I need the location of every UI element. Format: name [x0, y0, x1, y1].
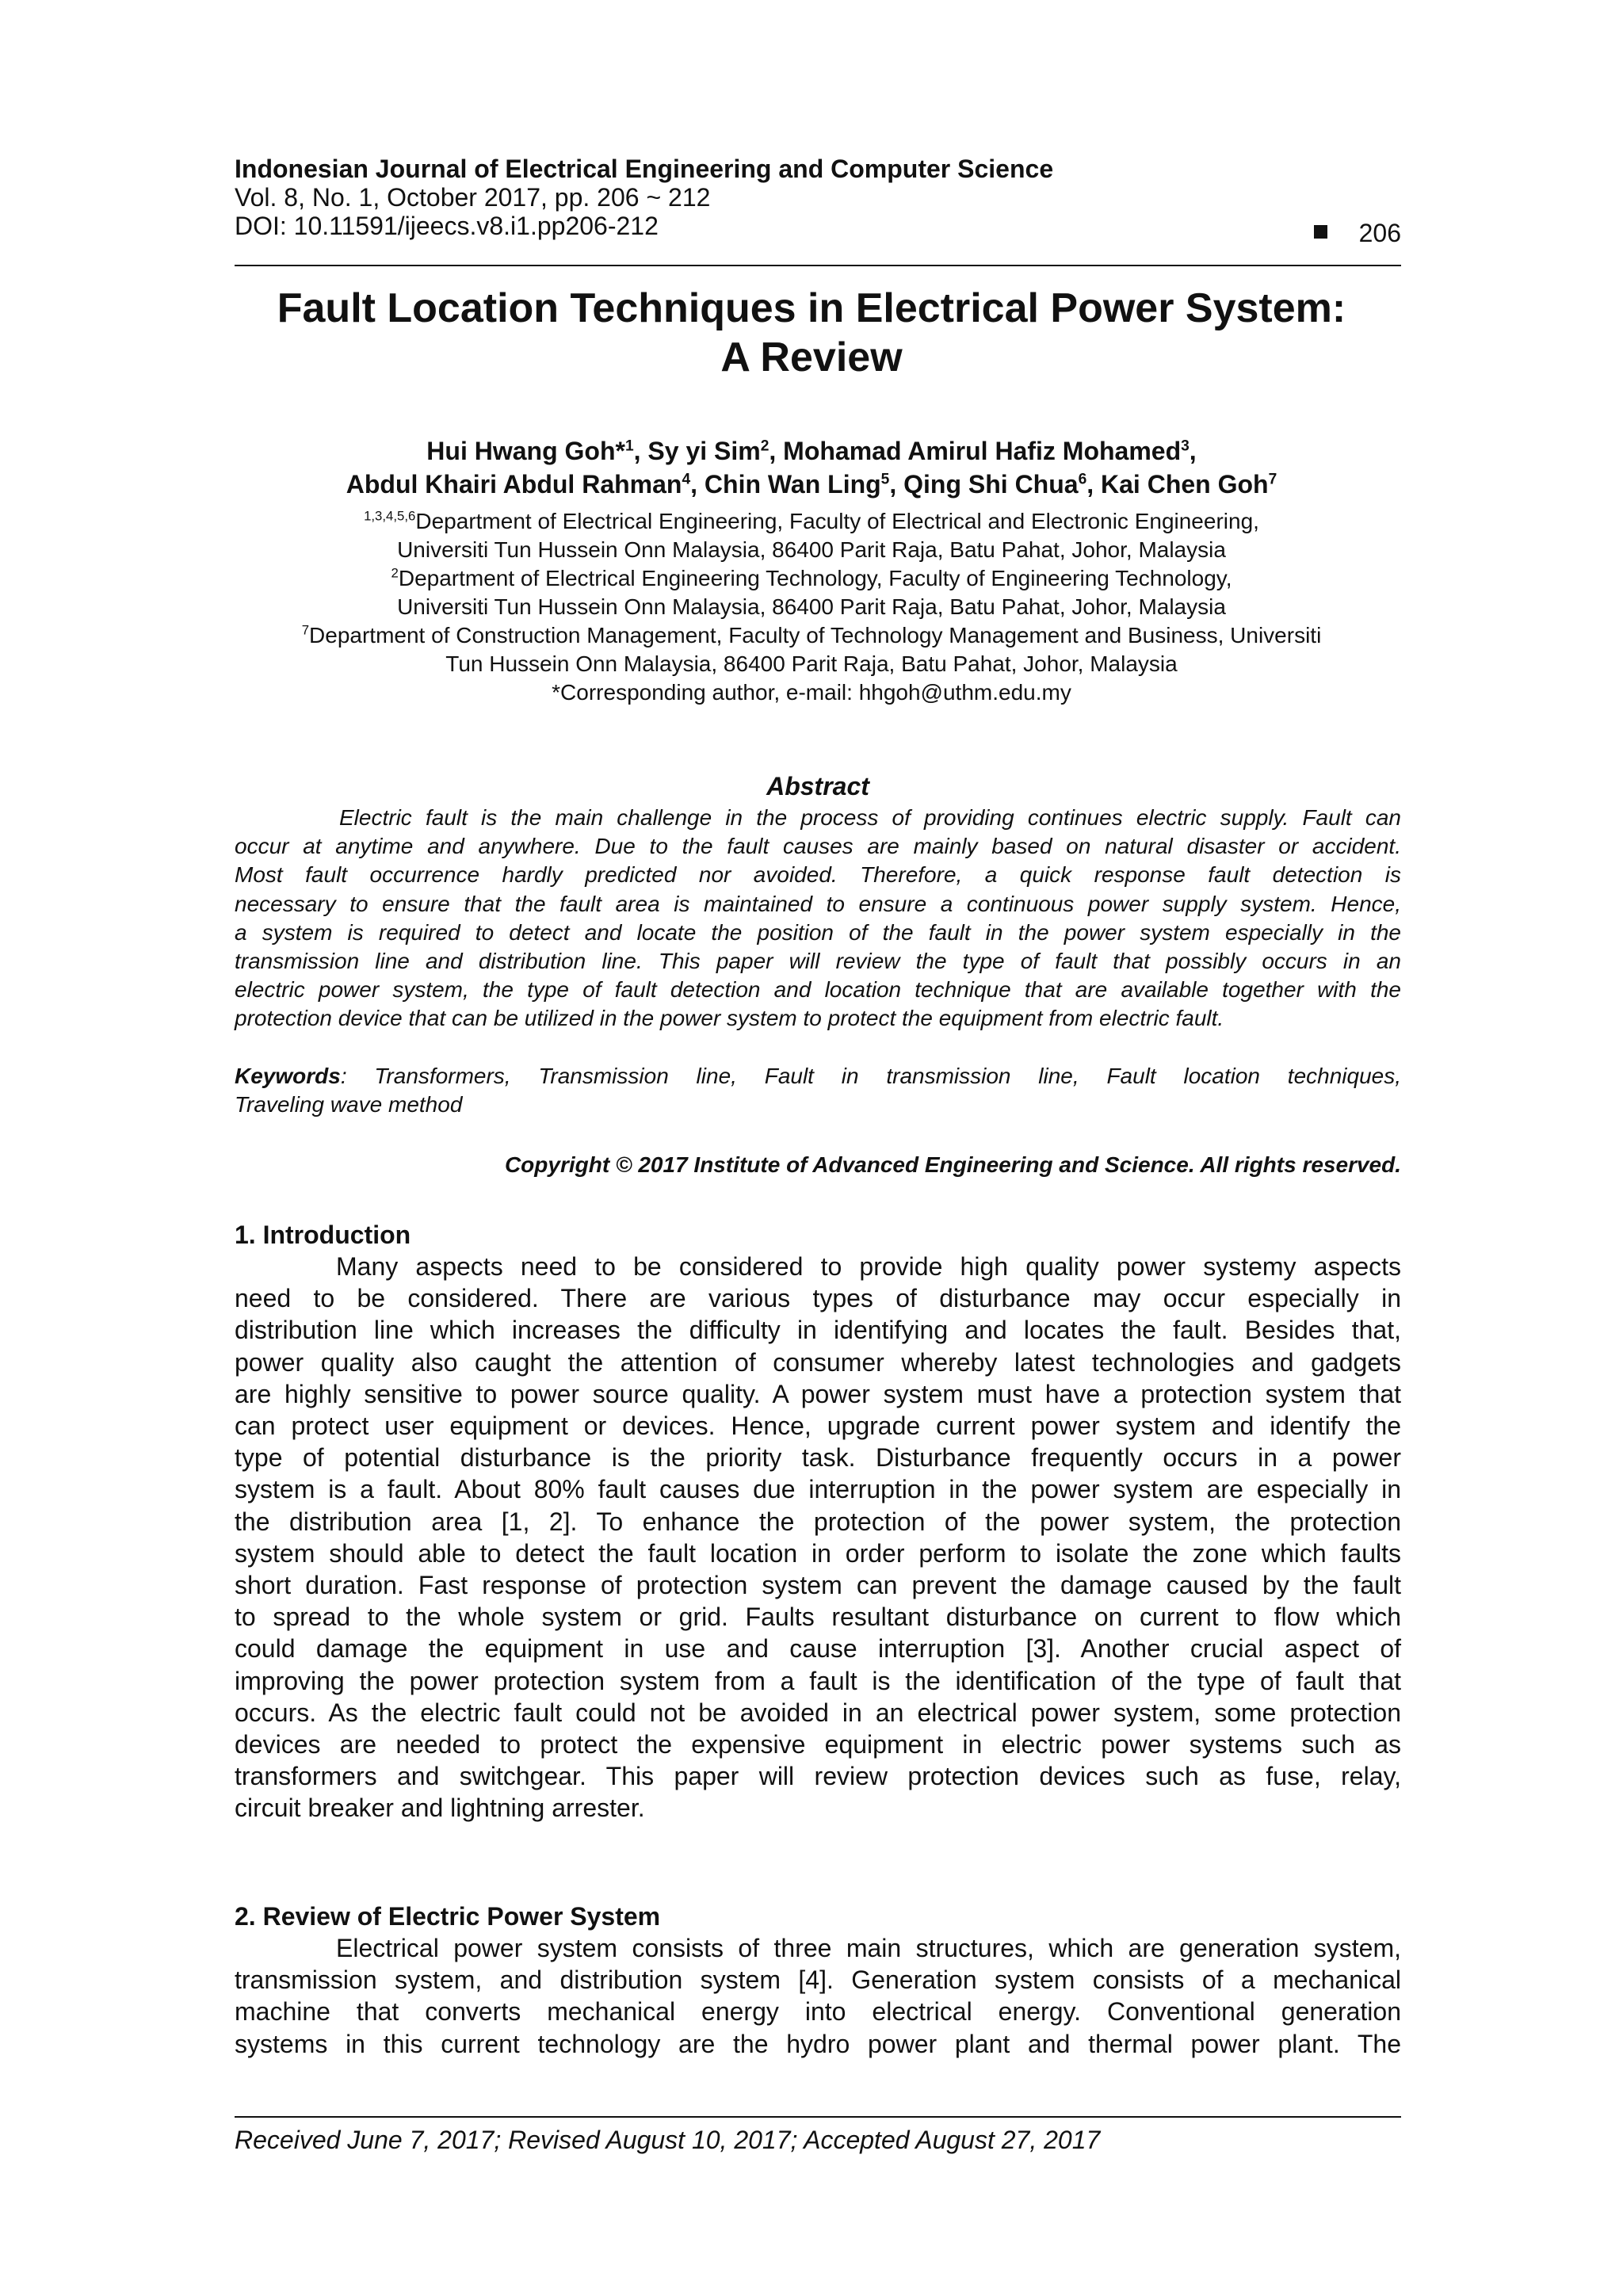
header-divider — [235, 265, 1401, 266]
body-line: system should able to detect the fault location in order perform to isolate the zone which faults — [235, 1538, 1401, 1568]
author-separator: , — [1189, 437, 1197, 465]
page-number — [1314, 219, 1401, 247]
author-affiliation-mark: 5 — [880, 471, 890, 488]
footer-divider — [235, 2116, 1401, 2118]
abstract-line: Electric fault is the main challenge in the process of providing continues electric supply. Fault can — [339, 805, 1401, 830]
abstract-line: occur at anytime and anywhere. Due to the fault causes are mainly based on natural disaster or accident. — [235, 834, 1401, 859]
affiliation-mark: 1,3,4,5,6 — [364, 508, 416, 524]
author-affiliation-mark: 7 — [1268, 471, 1277, 488]
section-2-body — [235, 1932, 1401, 2060]
corresponding-author: *Corresponding author, e-mail: hhgoh@uthm.edu.my — [552, 680, 1071, 705]
body-line: the distribution area [1, 2]. To enhance the protection of the power system, the protection — [235, 1507, 1401, 1536]
body-line: to spread to the whole system or grid. Faults resultant disturbance on current to flow which — [235, 1603, 1401, 1632]
body-line: Electrical power system consists of three main structures, which are generation system, — [336, 1934, 1401, 1962]
body-line: need to be considered. There are various types of disturbance may occur especially in — [235, 1284, 1401, 1313]
keywords — [235, 1062, 1401, 1119]
affiliation-text: Department of Electrical Engineering, Faculty of Electrical and Electronic Engineering, — [415, 509, 1259, 533]
journal-name: Indonesian Journal of Electrical Engineering and Computer Science — [235, 155, 1054, 183]
body-line: systems in this current technology are the hydro power plant and thermal power plant. The — [235, 2029, 1401, 2058]
author-name: Abdul Khairi Abdul Rahman — [346, 470, 682, 499]
abstract-line: a system is required to detect and locate the position of the fault in the power system especially in the — [235, 919, 1401, 945]
page-number-text: 206 — [1358, 219, 1401, 247]
paper-title — [158, 284, 1465, 382]
keywords-label: Keywords — [235, 1064, 341, 1088]
body-line: machine that converts mechanical energy into electrical energy. Conventional generation — [235, 1997, 1401, 2027]
body-line: power quality also caught the attention of consumer whereby latest technologies and gadgets — [235, 1347, 1401, 1377]
affiliation-line — [158, 507, 1465, 536]
body-line: distribution line which increases the difficulty in identifying and locates the fault. Besides that, — [235, 1316, 1401, 1345]
copyright-notice: Copyright © 2017 Institute of Advanced Engineering and Science. All rights reserved. — [504, 1152, 1401, 1177]
affiliation-line: Universiti Tun Hussein Onn Malaysia, 86400 Parit Raja, Batu Pahat, Johor, Malaysia — [397, 594, 1226, 619]
author-affiliation-mark: 4 — [682, 471, 691, 488]
author-affiliation-mark: 1 — [624, 437, 634, 455]
section-2-heading: 2. Review of Electric Power System — [235, 1902, 661, 1931]
body-line: are highly sensitive to power source quality. A power system must have a protection system that — [235, 1379, 1401, 1408]
abstract-line: Most fault occurrence hardly predicted nor avoided. Therefore, a quick response fault detection is — [235, 862, 1401, 888]
body-line: system is a fault. About 80% fault causes due interruption in the power system are especially in — [235, 1475, 1401, 1504]
authors-line-1 — [158, 434, 1465, 468]
journal-doi: DOI: 10.11591/ijeecs.v8.i1.pp206-212 — [235, 212, 659, 240]
square-bullet-icon — [1314, 225, 1327, 239]
body-line: devices are needed to protect the expensive equipment in electric power systems such as — [235, 1730, 1401, 1759]
author-affiliation-mark: 3 — [1181, 437, 1190, 455]
affiliation-line — [158, 621, 1465, 650]
abstract-line: protection device that can be utilized in the power system to protect the equipment from electric fault. — [235, 1006, 1224, 1031]
affiliation-line: Universiti Tun Hussein Onn Malaysia, 86400 Parit Raja, Batu Pahat, Johor, Malaysia — [397, 537, 1226, 562]
title-line-1: Fault Location Techniques in Electrical Power System: — [277, 285, 1346, 331]
affiliation-mark: 7 — [301, 622, 310, 638]
body-line: short duration. Fast response of protection system can prevent the damage caused by the fault — [235, 1571, 1401, 1600]
affiliation-line: Tun Hussein Onn Malaysia, 86400 Parit Raja, Batu Pahat, Johor, Malaysia — [445, 651, 1178, 676]
body-line: transmission system, and distribution system [4]. Generation system consists of a mechanical — [235, 1966, 1401, 1995]
section-1-body — [235, 1251, 1401, 1824]
author-affiliation-mark: 2 — [760, 437, 769, 455]
journal-volume: Vol. 8, No. 1, October 2017, pp. 206 ~ 212 — [235, 183, 711, 212]
body-line: Many aspects need to be considered to provide high quality power systemy aspects — [336, 1252, 1401, 1281]
body-line: type of potential disturbance is the priority task. Disturbance frequently occurs in a power — [235, 1443, 1401, 1473]
author-affiliation-mark: 6 — [1078, 471, 1087, 488]
keywords-line: Traveling wave method — [235, 1092, 463, 1117]
title-line-2: A Review — [720, 334, 903, 380]
keywords-text: : Transformers, Transmission line, Fault in transmission line, Fault location techniques, — [340, 1064, 1401, 1088]
author-name: , Chin Wan Ling — [690, 470, 881, 499]
affiliation-text: Department of Electrical Engineering Technology, Faculty of Engineering Technology, — [398, 566, 1232, 590]
body-line: transformers and switchgear. This paper will review protection devices such as fuse, relay, — [235, 1762, 1401, 1791]
body-line: improving the power protection system from a fault is the identification of the type of fault that — [235, 1666, 1401, 1695]
body-line: occurs. As the electric fault could not be avoided in an electrical power system, some protection — [235, 1698, 1401, 1727]
section-1-heading: 1. Introduction — [235, 1221, 411, 1249]
author-name: , Mohamad Amirul Hafiz Mohamed — [769, 437, 1182, 465]
author-name: , Kai Chen Goh — [1086, 470, 1269, 499]
journal-header — [235, 155, 1401, 240]
body-line: circuit breaker and lightning arrester. — [235, 1794, 645, 1823]
authors-line-2 — [158, 468, 1465, 501]
abstract-heading: Abstract — [766, 772, 869, 800]
author-name: Hui Hwang Goh* — [426, 437, 625, 465]
affiliation-line — [158, 564, 1465, 593]
body-line: can protect user equipment or devices. Hence, upgrade current power system and identify the — [235, 1412, 1401, 1441]
abstract-line: transmission line and distribution line. This paper will review the type of fault that possibly occurs in an — [235, 949, 1401, 974]
abstract-body — [235, 804, 1401, 1033]
affiliation-text: Department of Construction Management, Faculty of Technology Management and Business, Universiti — [309, 623, 1322, 648]
keywords-line — [235, 1062, 1401, 1091]
abstract-line: electric power system, the type of fault detection and location technique that are available together with the — [235, 977, 1401, 1003]
affiliation-mark: 2 — [391, 565, 399, 581]
body-line: could damage the equipment in use and cause interruption [3]. Another crucial aspect of — [235, 1634, 1401, 1664]
author-list — [158, 434, 1465, 501]
author-name: , Qing Shi Chua — [889, 470, 1079, 499]
received-dates: Received June 7, 2017; Revised August 10, 2017; Accepted August 27, 2017 — [235, 2126, 1101, 2154]
affiliations — [158, 507, 1465, 707]
author-name: , Sy yi Sim — [633, 437, 761, 465]
abstract-line: necessary to ensure that the fault area is maintained to ensure a continuous power supply system. Hence, — [235, 891, 1401, 916]
